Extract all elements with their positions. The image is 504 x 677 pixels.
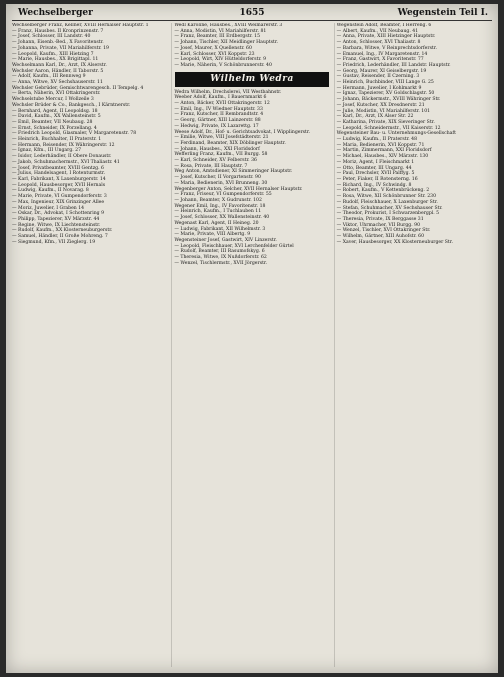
directory-entry: — Moriz, Juwelier, I Graben 14	[12, 205, 85, 211]
directory-entry: — Karl, Dr., Arzt, IX Alser Str. 22	[336, 114, 414, 120]
directory-entry: — Friedrich, Lederhändler, III Landstr. Hauptstr.	[336, 62, 451, 68]
directory-entry: — Leopold, Wirt, XIV Hütteldorferstr. 9	[174, 57, 266, 63]
directory-entry: — Albert, Kaufm., VII Neubaug. 41	[336, 28, 419, 34]
directory-entry: Wechsler Aaron, Händler, II Taborstr. 5	[12, 68, 104, 74]
directory-entry: — Franz, Gastwirt, X Favoritenstr. 77	[336, 57, 424, 63]
directory-entry: — Josef, Maurer, X Quellenstr. 60	[174, 45, 252, 51]
directory-entry: — Philipp, Tapezierer, XV Märzstr. 44	[12, 216, 100, 222]
directory-entry: — Georg, Gärtner, XIII Lainzerstr. 88	[174, 118, 261, 124]
directory-entry: — Johann, Hausbes., XXI Floridsdorf	[174, 146, 260, 152]
directory-entry: — Anton, Schlosser, XVI Thaliastr. 8	[336, 40, 421, 46]
directory-entry: — Friedrich Leopold, Glasmaler, V Margaretenstr. 78	[12, 131, 137, 137]
directory-entry: — Johann, Eisenb.-Bed., X Favoritenstr.	[12, 40, 104, 46]
directory-entry: — Emil, Beamter, VII Neubaug. 28	[12, 119, 93, 125]
directory-entry: — Heinrich, Buchbinder, VIII Lange G. 25	[336, 80, 434, 86]
header-left-name: Wechselberger	[18, 8, 93, 18]
directory-entry: — Gustav, Reisender, II Czerning. 3	[336, 74, 420, 80]
directory-entry: — Michael, Hausbes., XIV Märzstr. 130	[336, 154, 429, 160]
directory-entry: — Viktor, Uhrmacher, VII Burgg. 90	[336, 222, 420, 228]
directory-entry: — Peter, Fiaker, II Rotensterng. 16	[336, 176, 418, 182]
directory-entry: — Wenzel, Tischlermstr., XVII Jörgerstr.	[174, 260, 268, 266]
page-header	[12, 7, 492, 21]
directory-entry: — Rudolf, Beamter, III Rasumofskyg. 6	[174, 249, 265, 255]
directory-entry: Wechsler Gebrüder, Gemischtwarengesch. II Tempelg. 4	[12, 85, 144, 91]
directory-entry: Weeber Adolf, Kaufm., I Bauernmarkt 6	[174, 95, 267, 101]
directory-entry: — Ludwig, Kaufm., II Novarag. 8	[12, 188, 89, 194]
advertisement-banner: Wilhelm Wedra	[175, 72, 328, 87]
directory-entry: — Marie, Hausbes., XX Brigittapl. 11	[12, 57, 99, 63]
directory-entry: — Ignaz, Kfm., III Ungarg. 27	[12, 148, 82, 154]
directory-entry: Wechselstube Mercur, I Wollzeile 3	[12, 97, 94, 103]
directory-entry: — Adolf, Kaufm., III Rennweg 9	[12, 74, 86, 80]
directory-entry: — Rudolf, Fleischhauer, X Laxenburger Str.	[336, 199, 438, 205]
directory-entry: Wegener Emil, Ing., IV Favoritenstr. 18	[174, 203, 266, 209]
directory-entry: — Anna, Modistin, VI Mariahilferstr. 81	[174, 28, 267, 34]
column-3	[334, 23, 492, 667]
directory-entry: — Marie, Näherin, V Schönbrunnerstr. 40	[174, 62, 272, 68]
directory-entry: — Karl, Schlosser, XVI Koppstr. 23	[174, 51, 255, 57]
directory-entry: — Wenzel, Tischler, XVI Ottakringer Str.	[336, 228, 431, 234]
directory-entry: — Ignaz, Tapezierer, XV Goldschlagstr. 50	[336, 91, 435, 97]
directory-entry: — Ludwig, Fabrikant, XII Wilhelmstr. 3	[174, 226, 266, 232]
directory-entry: — Katharina, Private, XIX Sieveringer Str.	[336, 119, 435, 125]
directory-entry: — Martin, Zimmermann, XXI Floridsdorf	[336, 148, 432, 154]
directory-entry: — Ernst, Schneider, IX Porzellang. 4	[12, 125, 97, 131]
directory-entry: — Emanuel, Ing., IV Margaretenstr. 14	[336, 51, 428, 57]
directory-entry: — Franz, Kutscher, II Rembrandtstr. 4	[174, 112, 264, 118]
directory-entry: Wechselberger Franz, Kellner, XVIII Hernalser Hauptstr. 1	[12, 23, 149, 28]
column-2	[171, 23, 329, 667]
directory-entry: Wegensteiner Bau- u. Unternehmungs-Gesellschaft	[336, 131, 456, 137]
directory-entry: — Emil, Ing., IV Wiedner Hauptstr. 33	[174, 106, 263, 112]
directory-entry: — Heinrich, Buchhalter, II Praterstr. 1	[12, 137, 102, 143]
directory-entry: — Jakob, Schuhmachermstr., XVI Thaliastr. 41	[12, 159, 120, 165]
directory-entry: — Georg, Maurer, XI Geiselbergstr. 19	[336, 68, 427, 74]
directory-entry: — Oskar, Dr., Advokat, I Schottenring 9	[12, 211, 105, 217]
directory-entry: — Theodor, Prokurist, I Schwarzenbergpl. 5	[336, 211, 440, 217]
directory-entry: — Rosa, Witwe, XII Schönbrunner Str. 230	[336, 194, 436, 200]
directory-entry: — Ludwig, Kaufm., II Praterstr. 48	[336, 137, 418, 143]
directory-entry: — Theresia, Private, IX Berggasse 31	[336, 216, 424, 222]
directory-entry: — Leopold, Fleischhauer, XVI Lerchenfelder Gürtel	[174, 243, 294, 249]
directory-entry: — Johann, Bäckermstr., XVIII Währinger Str.	[336, 97, 441, 103]
directory-entry: — Samuel, Händler, II Große Mohreng. 7	[12, 234, 108, 240]
directory-columns	[12, 23, 492, 667]
column-1	[12, 23, 167, 667]
directory-entry: — Hedwig, Private, IX Lazarettg. 17	[174, 123, 259, 129]
directory-entry: — David, Kaufm., XX Wallensteinstr. 5	[12, 114, 101, 120]
directory-entry: — Leopold, Kaufm., XIII Hietzing 7	[12, 51, 94, 57]
directory-entry: — Stefan, Schuhmacher, XV Sechshauser Str.	[336, 205, 443, 211]
directory-entry: — Marie, Private, VIII Albertg. 9	[174, 232, 251, 238]
directory-entry: Wegenast Karl, Agent, II Heineg. 20	[174, 220, 259, 226]
directory-entry: — Johann, Beamter, X Gudrunstr. 102	[174, 197, 262, 203]
directory-entry: Wegensteiner Josef, Gastwirt, XIV Linzerstr.	[174, 237, 277, 243]
directory-entry: — Josef, Schlosser, III Landstr. 40	[12, 34, 91, 40]
directory-page	[6, 4, 498, 673]
directory-entry: — Karl, Schneider, XV Felberstr. 36	[174, 158, 257, 164]
directory-entry: — Franz, Friseur, VI Gumpendorferstr. 55	[174, 192, 272, 198]
directory-entry: — Maria, Bedienerin, XVI Brunneng. 30	[174, 180, 268, 186]
directory-entry: — Marie, Private, VI Gumpendorferstr. 3	[12, 194, 107, 200]
directory-entry: Wegenstein Adolf, Beamter, I Herreng. 6	[336, 23, 432, 28]
directory-entry: — Franz, Hausbes. II Kronprinzenstr. 7	[12, 28, 104, 34]
directory-entry: Wegenberger Anton, Selcher, XVII Hernalser Hauptstr.	[174, 186, 303, 192]
directory-entry: — Leopold, Hausbesorger, XVII Hernals	[12, 182, 106, 188]
directory-entry: — Josef, Schlosser, XX Wallensteinstr. 40	[174, 215, 270, 221]
directory-entry: — Josef, Kutscher, II Vorgartenstr. 90	[174, 175, 261, 181]
directory-entry: — Berta, Näherin, XVI Ottakringerstr.	[12, 91, 101, 97]
directory-entry: — Maria, Bedienerin, XVI Koppstr. 71	[336, 142, 425, 148]
directory-entry: — Rosa, Private, III Hauptstr. 7	[174, 163, 248, 169]
directory-entry: — Josef, Kutscher, XX Dresdnerstr. 21	[336, 102, 425, 108]
directory-entry: Weese Adolf, Dr., Hof- u. Gerichtsadvokat, I Wipplingerstr.	[174, 129, 311, 135]
directory-entry: — Siegmund, Kfm., VII Zieglerg. 19	[12, 239, 96, 245]
directory-entry: — Josef, Privatbeamter, XVIII Gentzg. 6	[12, 165, 104, 171]
directory-entry: — Johann, Tischler, XII Meidlinger Hauptstr.	[174, 40, 278, 46]
directory-entry: — Max, Ingenieur, XIX Grinzinger Allee	[12, 199, 105, 205]
directory-entry: — Franz, Beamter, III Erdbergstr. 15	[174, 34, 261, 40]
directory-entry: — Emilie, Witwe, VIII Josefstädterstr. 21	[174, 135, 269, 141]
directory-entry: — Otto, Beamter, III Ungarg. 44	[336, 165, 412, 171]
directory-entry: — Heinrich, Kaufm., I Tuchlauben 11	[174, 209, 262, 215]
directory-entry: Wechsler Brüder & Co., Bankgesch., I Kärntnerstr.	[12, 102, 131, 108]
directory-entry: — Rudolf, Kaufm., XX Klosterneuburgerstr.	[12, 228, 113, 234]
directory-entry: — Robert, Kaufm., V Kettenbrückeng. 2	[336, 188, 430, 194]
directory-entry: — Bernhard, Agent, II Leopoldsg. 18	[12, 108, 98, 114]
directory-entry: — Barbara, Witwe, V Reinprechtsdorferstr.	[336, 45, 437, 51]
directory-entry: — Anton, Bäcker, XVII Ottakringerstr. 12	[174, 101, 270, 107]
directory-entry: — Richard, Ing., IV Schwindg. 8	[336, 182, 412, 188]
directory-entry: — Paul, Drechsler, XVII Palffyg. 5	[336, 171, 415, 177]
directory-entry: Wedra Wilhelm, Drechslerei, VII Westbahnstr.	[174, 89, 282, 95]
directory-entry: — Johanna, Private, VII Mariahilferstr. 19	[12, 45, 109, 51]
header-right-name: Wegenstein Teil I.	[397, 8, 488, 18]
directory-entry: — Regine, Witwe, IX Liechtensteinstr.	[12, 222, 101, 228]
directory-entry: — Theresia, Witwe, IX Nußdorferstr. 62	[174, 255, 267, 261]
directory-entry: Weg Anton, Amtsdiener, XI Simmeringer Hauptstr.	[174, 169, 293, 175]
directory-entry: Wedl Karoline, Hausbes., XVIII Weimarerstr. 3	[174, 23, 283, 28]
directory-entry: — Karl, Fabrikant, X Laxenburgerstr. 14	[12, 176, 106, 182]
directory-entry: — Ferdinand, Beamter, XIX Döblinger Hauptstr.	[174, 140, 286, 146]
directory-entry: — Wilhelm, Gärtner, XIII Auhofstr. 60	[336, 234, 424, 240]
directory-entry: Wefferling Franz, Kaufm., VII Burgg. 58	[174, 152, 268, 158]
directory-entry: — Leopold, Schneidermstr., VII Kaiserstr. 12	[336, 125, 441, 131]
directory-entry: — Anna, Witwe, XV Sechshauserstr. 11	[12, 80, 103, 86]
directory-entry: — Julius, Handelsagent, I Rotenturmstr.	[12, 171, 106, 177]
directory-entry: — Hermann, Reisender, IX Währingerstr. 12	[12, 142, 115, 148]
directory-entry: — Xaver, Hausbesorger, XX Klosterneuburger Str.	[336, 239, 453, 245]
directory-entry: — Julie, Modistin, VI Mariahilferstr. 101	[336, 108, 431, 114]
directory-entry: — Moriz, Agent, I Fleischmarkt 1	[336, 159, 415, 165]
directory-entry: — Isidor, Lederhändler, II Obere Donaustr.	[12, 154, 112, 160]
page-number: 1655	[239, 8, 265, 18]
directory-entry: Wechselmann Karl, Dr., Arzt, IX Alserstr.	[12, 62, 107, 68]
directory-entry: — Hermann, Juwelier, I Kohlmarkt 9	[336, 85, 422, 91]
directory-entry: — Anna, Private, XIII Hietzinger Hauptstr.	[336, 34, 436, 40]
